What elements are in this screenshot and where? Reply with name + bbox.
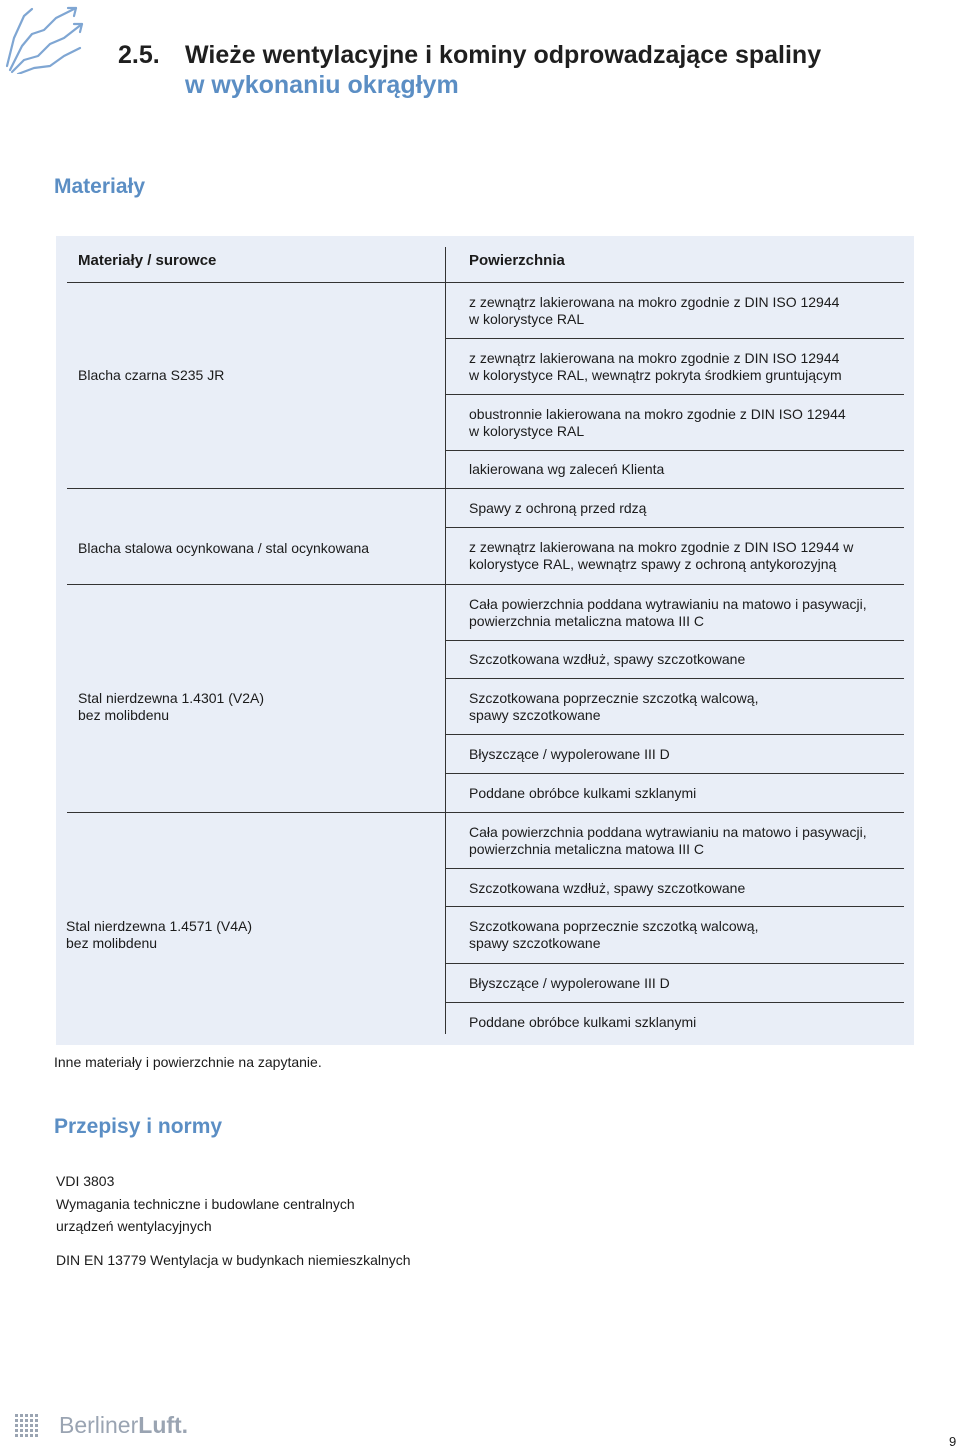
row-divider [445,282,904,283]
title-line-2: w wykonaniu okrągłym [185,71,459,99]
left-divider-group-1 [67,488,445,489]
surface-cell [469,294,839,328]
row-divider [445,1002,904,1003]
brand-grid-icon [15,1414,39,1438]
title-text: Wieże wentylacyjne i kominy odprowadzające spaliny [185,41,822,69]
section-number: 2.5. [118,41,160,69]
row-divider [445,734,904,735]
page-number: 9 [949,1434,957,1449]
surface-line: Poddane obróbce kulkami szklanymi [469,1014,697,1030]
surface-line: Szczotkowana poprzecznie szczotką walcową, [469,690,759,706]
material-line: bez molibdenu [66,935,158,951]
surface-cell [469,824,867,858]
materials-note: Inne materiały i powierzchnie na zapytanie. [54,1054,322,1070]
row-divider [445,906,904,907]
footer-logo [15,1412,188,1439]
title-line-1 [118,40,821,70]
surface-line: w kolorystyce RAL [469,311,585,327]
material-name: Blacha czarna S235 JR [78,367,225,383]
material-line: Stal nierdzewna 1.4301 (V2A) [78,690,264,706]
surface-line: z zewnątrz lakierowana na mokro zgodnie z DIN ISO 12944 [469,350,840,366]
surface-line: spawy szczotkowane [469,707,601,723]
material-line: bez molibdenu [78,707,170,723]
surface-line: spawy szczotkowane [469,935,601,951]
surface-line: Cała powierzchnia poddana wytrawianiu na matowo i pasywacji, [469,596,867,612]
row-divider [445,640,904,641]
surface-cell [469,461,664,478]
surface-line: w kolorystyce RAL [469,423,585,439]
surface-cell [469,350,842,384]
surface-line: kolorystyce RAL, wewnątrz spawy z ochroną antykorozyjną [469,556,837,572]
surface-cell [469,975,670,992]
row-divider [445,678,904,679]
brand-regular: Berliner [59,1412,139,1438]
left-divider-header [67,282,445,283]
row-divider [445,394,904,395]
column-header-materials: Materiały / surowce [78,252,217,269]
row-divider [445,488,904,489]
surface-line: Błyszczące / wypolerowane III D [469,746,670,762]
surface-cell [469,690,758,724]
page-title [118,40,821,100]
row-divider [445,584,904,585]
row-divider [445,527,904,528]
column-header-surface: Powierzchnia [469,252,565,269]
left-divider-group-3 [67,812,445,813]
regulation-line: VDI 3803 [56,1173,115,1189]
surface-line: Spawy z ochroną przed rdzą [469,500,647,516]
material-name [66,918,252,952]
surface-cell [469,539,853,573]
material-name: Blacha stalowa ocynkowana / stal ocynkowana [78,540,370,556]
regulation-line: urządzeń wentylacyjnych [56,1218,212,1234]
surface-line: Poddane obróbce kulkami szklanymi [469,785,697,801]
surface-line: z zewnątrz lakierowana na mokro zgodnie z DIN ISO 12944 w [469,539,854,555]
surface-line: z zewnątrz lakierowana na mokro zgodnie z DIN ISO 12944 [469,294,840,310]
surface-cell [469,406,846,440]
surface-cell [469,785,696,802]
surface-line: Szczotkowana wzdłuż, spawy szczotkowane [469,880,746,896]
surface-line: Szczotkowana wzdłuż, spawy szczotkowane [469,651,746,667]
surface-cell [469,651,745,668]
surface-line: Cała powierzchnia poddana wytrawianiu na matowo i pasywacji, [469,824,867,840]
left-divider-group-2 [67,584,445,585]
materials-heading: Materiały [54,175,146,198]
surface-cell [469,500,646,517]
surface-cell [469,746,670,763]
row-divider [445,338,904,339]
surface-cell [469,880,745,897]
row-divider [445,963,904,964]
surface-line: obustronnie lakierowana na mokro zgodnie z DIN ISO 12944 [469,406,846,422]
regulation-line: DIN EN 13779 Wentylacja w budynkach niemieszkalnych [56,1252,411,1268]
row-divider [445,812,904,813]
surface-line: lakierowana wg zaleceń Klienta [469,461,665,477]
surface-line: powierzchnia metaliczna matowa III C [469,841,704,857]
material-line: Stal nierdzewna 1.4571 (V4A) [66,918,252,934]
regulations-heading: Przepisy i normy [54,1115,223,1138]
row-divider [445,773,904,774]
chart-trend-icon [4,4,84,74]
surface-line: powierzchnia metaliczna matowa III C [469,613,704,629]
material-name [78,690,264,724]
surface-line: Błyszczące / wypolerowane III D [469,975,670,991]
row-divider [445,868,904,869]
regulation-line: Wymagania techniczne i budowlane centralnych [56,1196,355,1212]
surface-cell [469,1014,696,1031]
surface-cell [469,918,758,952]
brand-name [59,1412,188,1439]
surface-line: Szczotkowana poprzecznie szczotką walcową, [469,918,759,934]
surface-cell [469,596,867,630]
brand-bold: Luft. [138,1412,189,1438]
surface-line: w kolorystyce RAL, wewnątrz pokryta środkiem gruntującym [469,367,842,383]
row-divider [445,450,904,451]
